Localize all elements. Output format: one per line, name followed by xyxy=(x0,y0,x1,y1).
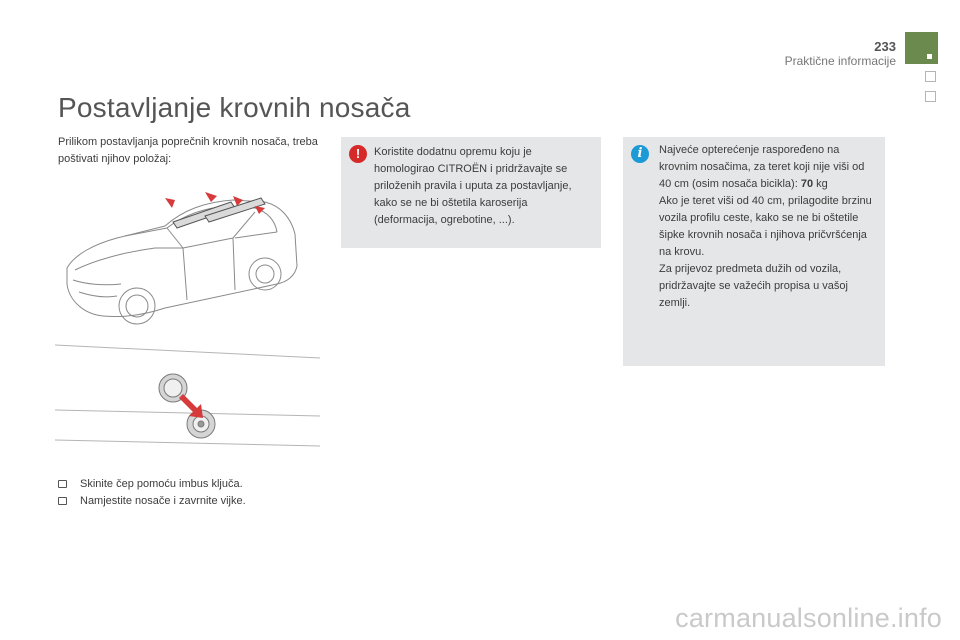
weight-value: 70 xyxy=(800,178,814,190)
warning-text: Koristite dodatnu opremu koju je homologirao CITROËN i pridržavajte se priloženih pravila i uputa za postavljanje, kako se ne bi oštetila karoserija (deformacija, ogrebotine, ...). xyxy=(374,146,572,226)
car-roof-bars-illustration xyxy=(55,188,310,336)
list-item: Skinite čep pomoću imbus ključa. xyxy=(58,476,328,493)
info-panel xyxy=(623,137,885,366)
chapter-tab xyxy=(925,91,936,102)
intro-text: Prilikom postavljanja poprečnih krovnih nosača, treba poštivati njihov položaj: xyxy=(58,136,318,165)
info-icon: i xyxy=(631,145,649,163)
roof-cap-detail-illustration xyxy=(55,340,325,450)
chapter-tab-active xyxy=(905,32,938,64)
page-number: 233 xyxy=(874,39,896,54)
page-title: Postavljanje krovnih nosača xyxy=(58,92,411,123)
checkbox-bullet-icon xyxy=(58,497,67,505)
watermark: carmanualsonline.info xyxy=(675,603,942,633)
info-text: Najveće opterećenje raspoređeno na krovnim nosačima, za teret koji nije viši od 40 cm (osim nosača bicikla): 70 kg Ako je teret viši od 40 cm, prilagodite brzinu vozila profilu ceste, kako se ne bi oštetile šipke krovnih nosača i njihova pričvršćenja na krovu. Za prijevoz predmeta dužih od vozila, pridržavajte se važećih propisa u vašoj zemlji. xyxy=(659,144,872,309)
section-label: Praktične informacije xyxy=(784,54,896,68)
chapter-tab xyxy=(925,71,936,82)
checkbox-bullet-icon xyxy=(58,480,67,488)
steps-list xyxy=(58,476,328,510)
warning-icon: ! xyxy=(349,145,367,163)
warning-panel xyxy=(341,137,601,248)
list-item: Namjestite nosače i zavrnite vijke. xyxy=(58,493,328,510)
